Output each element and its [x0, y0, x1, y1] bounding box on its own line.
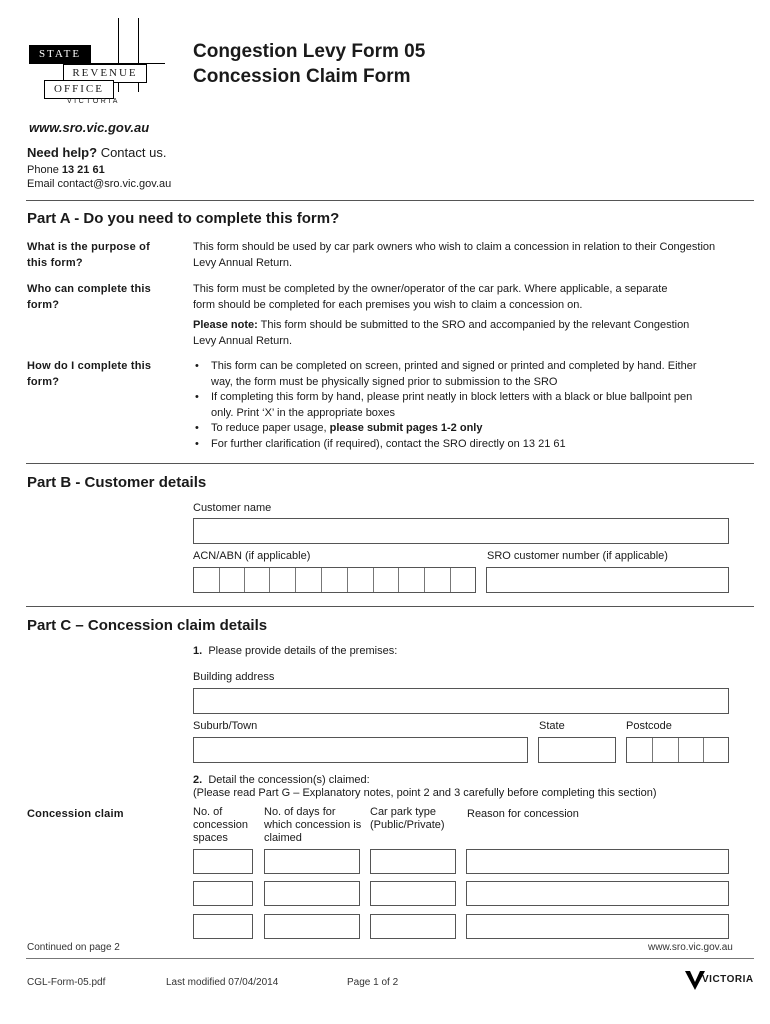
help-heading-bold: Need help? — [27, 145, 98, 160]
q3-label: How do I complete this form? — [27, 360, 152, 388]
suburb-label: Suburb/Town — [193, 720, 258, 732]
logo-office — [44, 80, 114, 99]
column-header: Car park type (Public/Private) — [370, 806, 445, 831]
concession-spaces-input[interactable] — [193, 849, 253, 874]
reason-input[interactable] — [466, 849, 729, 874]
concession-claim-label: Concession claim — [27, 808, 124, 820]
instruction-item: • For further clarification (if required), contact the SRO directly on 13 21 61 — [193, 437, 713, 453]
column-header: No. of days for which concession is claimed — [264, 806, 362, 844]
footer-page: Page 1 of 2 — [347, 977, 399, 988]
customer-name-label: Customer name — [193, 502, 272, 514]
logo-state-text: STATE — [38, 48, 82, 60]
divider — [26, 463, 754, 464]
acn-label: ACN/ABN (if applicable) — [193, 550, 311, 562]
instruction-text: To reduce paper usage, — [211, 422, 330, 435]
item-2-subtext: (Please read Part G – Explanatory notes, point 2 and 3 carefully before completing this section) — [193, 787, 657, 799]
car-park-type-input[interactable] — [370, 914, 456, 939]
instruction-item: • This form can be completed on screen, printed and signed or printed and completed by hand. Either way, the form must be physically signed prior to submission to the SRO — [193, 359, 713, 390]
part-b-heading: Part B - Customer details — [27, 474, 207, 491]
car-park-type-input[interactable] — [370, 849, 456, 874]
instruction-item — [193, 421, 713, 437]
item-1 — [193, 643, 397, 659]
divider — [26, 606, 754, 607]
help-phone — [27, 164, 105, 176]
item-2-text: Detail the concession(s) claimed: — [208, 774, 370, 786]
customer-name-input[interactable] — [193, 518, 729, 544]
victoria-logo-text: VICTORIA — [702, 974, 754, 985]
continued-note: Continued on page 2 — [27, 942, 120, 953]
logo-state — [29, 45, 91, 64]
note-bold: Please note: — [193, 319, 258, 331]
please-note — [193, 317, 698, 349]
form-title — [193, 39, 425, 89]
building-address-label: Building address — [193, 671, 275, 683]
website-link[interactable]: www.sro.vic.gov.au — [29, 120, 150, 135]
part-c-heading: Part C – Concession claim details — [27, 617, 268, 634]
footer-divider — [26, 958, 754, 959]
item-2 — [193, 774, 733, 800]
concession-days-input[interactable] — [264, 849, 360, 874]
item-2-line — [193, 774, 733, 787]
q2-text: This form must be completed by the owner/operator of the car park. Where applicable, a separate form should be completed for each premises you wish to claim a concession on. — [193, 283, 668, 311]
concession-days-input[interactable] — [264, 881, 360, 906]
postcode-input[interactable] — [626, 737, 729, 763]
reason-input[interactable] — [466, 881, 729, 906]
help-heading-rest: Contact us. — [97, 145, 167, 160]
state-input[interactable] — [538, 737, 616, 763]
help-email: Email contact@sro.vic.gov.au — [27, 178, 172, 190]
phone-label: Phone — [27, 164, 62, 176]
state-label: State — [539, 720, 565, 732]
car-park-type-input[interactable] — [370, 881, 456, 906]
concession-spaces-input[interactable] — [193, 914, 253, 939]
part-a-heading: Part A - Do you need to complete this form? — [27, 210, 340, 227]
suburb-input[interactable] — [193, 737, 528, 763]
victoria-logo — [684, 966, 754, 994]
note-text: This form should be submitted to the SRO and accompanied by the relevant Congestion Levy Annual Return. — [193, 319, 690, 347]
building-address-input[interactable] — [193, 688, 729, 714]
title-line-1: Congestion Levy Form 05 — [193, 41, 426, 62]
column-header: No. of concession spaces — [193, 806, 249, 844]
item-1-number: 1. — [193, 645, 203, 657]
postcode-label: Postcode — [626, 720, 672, 732]
q1-text: This form should be used by car park owners who wish to claim a concession in relation to their Congestion Levy Annual Return. — [193, 241, 716, 269]
q1-label: What is the purpose of this form? — [27, 241, 150, 269]
item-1-text: Please provide details of the premises: — [208, 645, 398, 657]
instruction-bold: please submit pages 1-2 only — [329, 422, 483, 435]
footer-filename: CGL-Form-05.pdf — [27, 977, 106, 988]
logo-office-text: OFFICE — [54, 83, 104, 95]
logo-victoria: VICTORIA — [67, 98, 120, 105]
sro-number-input[interactable] — [486, 567, 729, 593]
divider — [26, 200, 754, 201]
column-header: Reason for concession — [467, 808, 579, 820]
footer-website[interactable]: www.sro.vic.gov.au — [648, 942, 733, 953]
phone-number: 13 21 61 — [61, 164, 105, 176]
instruction-item: • If completing this form by hand, please print neatly in block letters with a black or blue ballpoint pen only. Print ‘X’ in the appropriate boxes — [193, 390, 713, 421]
logo-revenue-text: REVENUE — [72, 67, 138, 79]
sro-number-label: SRO customer number (if applicable) — [487, 550, 668, 562]
concession-spaces-input[interactable] — [193, 881, 253, 906]
q2-label: Who can complete this form? — [27, 283, 151, 311]
instructions-list — [193, 359, 713, 453]
item-2-number: 2. — [193, 774, 203, 786]
reason-input[interactable] — [466, 914, 729, 939]
help-heading — [27, 145, 166, 160]
acn-input[interactable] — [193, 567, 476, 593]
title-line-2: Concession Claim Form — [193, 66, 411, 87]
concession-days-input[interactable] — [264, 914, 360, 939]
footer-modified: Last modified 07/04/2014 — [166, 977, 279, 988]
